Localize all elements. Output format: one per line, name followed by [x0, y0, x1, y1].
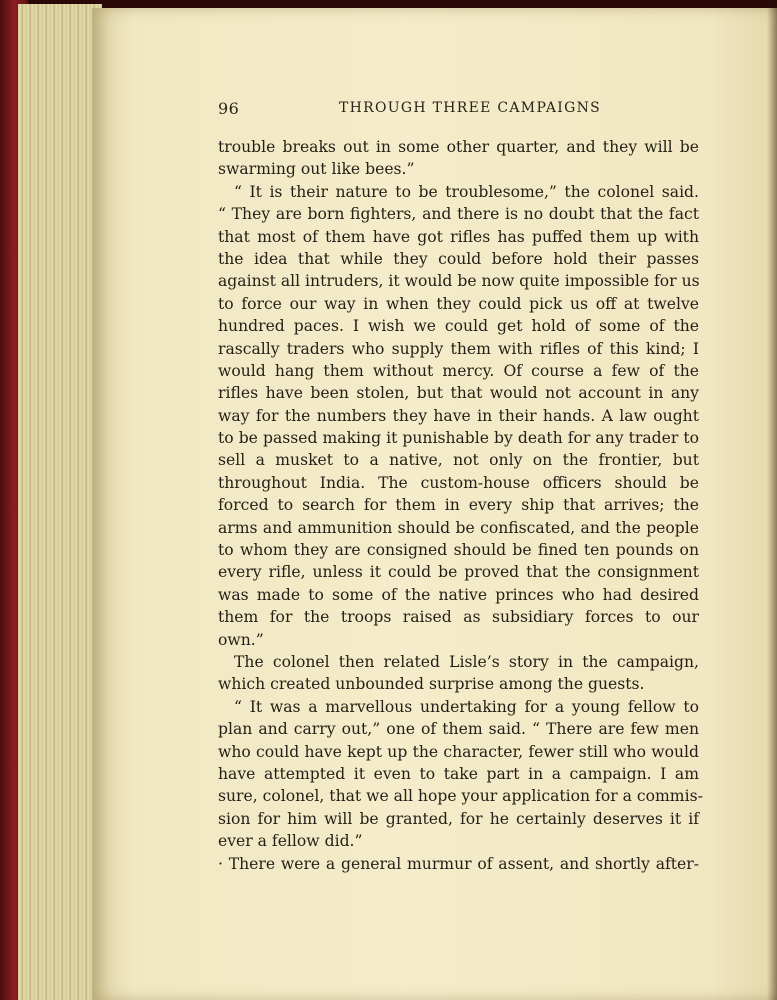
- text-line: arms and ammunition should be confiscated, and the people: [218, 518, 699, 537]
- page-number: 96: [218, 99, 240, 118]
- text-line: to force our way in when they could pick us off at twelve: [218, 294, 699, 313]
- text-line: sure, colonel, that we all hope your application for a commis-: [218, 787, 703, 806]
- text-line: plan and carry out,” one of them said. “ There are few men: [218, 720, 699, 739]
- text-line: sion for him will be granted, for he certainly deserves it if: [218, 809, 699, 828]
- text-line: was made to some of the native princes who had desired: [218, 585, 699, 604]
- text-line: ever a fellow did.”: [218, 832, 363, 851]
- text-line: · There were a general murmur of assent, and shortly after-: [218, 854, 699, 873]
- text-line: who could have kept up the character, fewer still who would: [218, 742, 699, 761]
- text-line: own.”: [218, 630, 264, 649]
- text-line: to whom they are consigned should be fined ten pounds on: [218, 541, 699, 560]
- text-line: throughout India. The custom-house officers should be: [218, 473, 699, 492]
- page-stack-edges: [18, 4, 102, 1000]
- running-head: THROUGH THREE CAMPAIGNS: [339, 100, 602, 116]
- text-line: them for the troops raised as subsidiary forces to our: [218, 608, 699, 627]
- text-line: hundred paces. I wish we could get hold of some of the: [218, 317, 699, 336]
- text-line: would hang them without mercy. Of course a few of the: [218, 361, 699, 380]
- text-line: sell a musket to a native, not only on the frontier, but: [218, 451, 699, 470]
- text-line: have attempted it even to take part in a campaign. I am: [218, 764, 699, 783]
- text-line: every rifle, unless it could be proved that the consignment: [218, 563, 699, 582]
- text-line: forced to search for them in every ship that arrives; the: [218, 496, 699, 515]
- text-line: rifles have been stolen, but that would not account in any: [218, 384, 699, 403]
- text-line: “ It is their nature to be troublesome,” the colonel said.: [234, 182, 699, 201]
- text-line: trouble breaks out in some other quarter, and they will be: [218, 138, 699, 156]
- text-line: the idea that while they could before hold their passes: [218, 249, 699, 268]
- text-line: to be passed making it punishable by death for any trader to: [218, 429, 699, 448]
- text-line: against all intruders, it would be now quite impossible for us: [218, 272, 700, 291]
- page-header: [218, 99, 698, 119]
- text-line: rascally traders who supply them with rifles of this kind; I: [218, 339, 699, 358]
- text-line: way for the numbers they have in their hands. A law ought: [218, 406, 699, 425]
- text-line: that most of them have got rifles has puffed them up with: [218, 227, 699, 246]
- page-right-shadow: [767, 0, 777, 1000]
- body-text: [218, 136, 703, 875]
- text-line: “ It was a marvellous undertaking for a young fellow to: [234, 697, 699, 716]
- text-line: The colonel then related Lisle’s story in the campaign,: [234, 652, 699, 671]
- text-line: swarming out like bees.”: [218, 160, 415, 179]
- text-line: “ They are born fighters, and there is no doubt that the fact: [218, 205, 699, 224]
- text-line: which created unbounded surprise among the guests.: [218, 675, 645, 694]
